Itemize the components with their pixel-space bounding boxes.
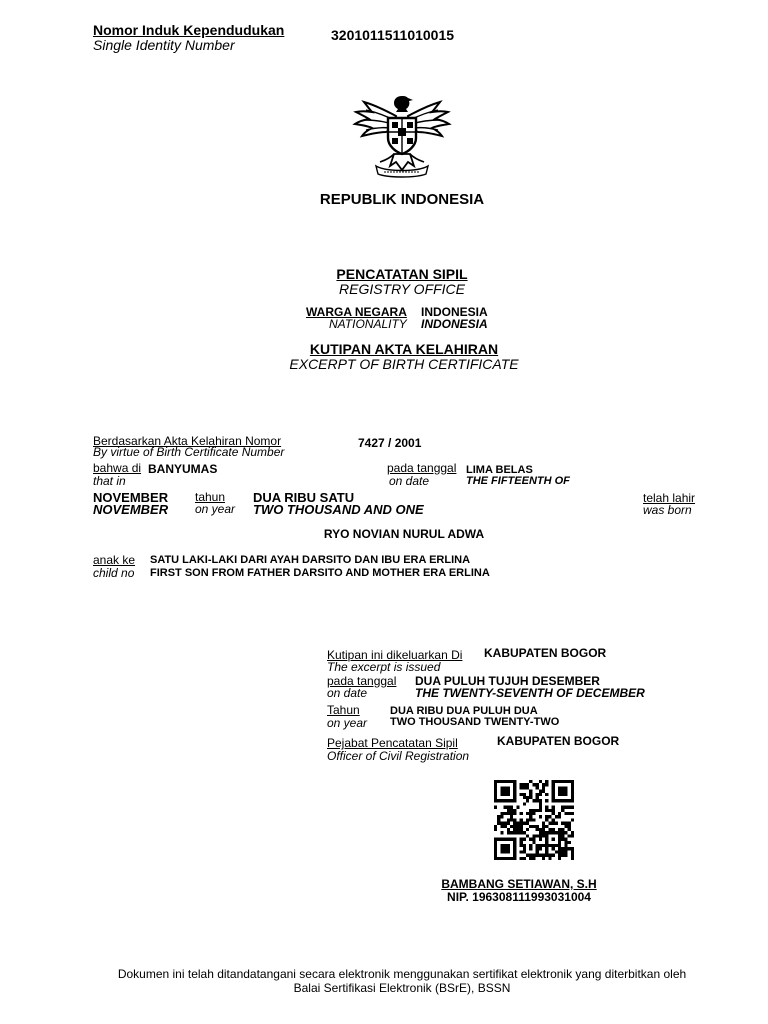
birth-year-value-en: TWO THOUSAND AND ONE xyxy=(253,502,424,517)
cert-no-label-en: By virtue of Birth Certificate Number xyxy=(93,445,285,459)
birth-date-label: pada tanggal xyxy=(387,461,457,475)
issue-year-label: Tahun xyxy=(327,703,360,717)
born-label: telah lahir xyxy=(643,491,696,505)
issued-at-value: KABUPATEN BOGOR xyxy=(484,646,607,660)
office-label: PENCATATAN SIPIL xyxy=(336,266,468,282)
place-label: bahwa di xyxy=(93,461,142,475)
birth-month-value-en: NOVEMBER xyxy=(93,502,169,517)
officer-label: Pejabat Pencatatan Sipil xyxy=(327,736,458,750)
signer-nip: NIP. 196308111993031004 xyxy=(447,890,591,904)
office-label-en: REGISTRY OFFICE xyxy=(338,281,466,297)
birth-date-label-en: on date xyxy=(389,474,430,488)
issue-date-value: DUA PULUH TUJUH DESEMBER xyxy=(415,674,600,688)
issue-date-label-en: on date xyxy=(327,686,368,700)
child-no-value: SATU LAKI-LAKI DARI AYAH DARSITO DAN IBU ERA ERLINA xyxy=(150,554,471,566)
issue-year-value-en: TWO THOUSAND TWENTY-TWO xyxy=(390,716,560,728)
birth-date-value-en: THE FIFTEENTH OF xyxy=(466,475,570,487)
certificate-title-en: EXCERPT OF BIRTH CERTIFICATE xyxy=(289,356,519,372)
born-label-en: was born xyxy=(643,503,692,517)
signer-name: BAMBANG SETIAWAN, S.H xyxy=(441,877,597,891)
republic-title: REPUBLIK INDONESIA xyxy=(319,191,485,208)
nik-label: Nomor Induk Kependudukan xyxy=(93,22,285,38)
qr-code-icon xyxy=(494,780,574,860)
issue-date-label: pada tanggal xyxy=(327,674,397,688)
child-no-label-en: child no xyxy=(93,566,135,580)
cert-no-label: Berdasarkan Akta Kelahiran Nomor xyxy=(93,434,282,448)
child-no-label: anak ke xyxy=(93,553,136,567)
issue-year-value: DUA RIBU DUA PULUH DUA xyxy=(390,705,538,717)
officer-label-en: Officer of Civil Registration xyxy=(327,749,470,763)
child-no-value-en: FIRST SON FROM FATHER DARSITO AND MOTHER ERA ERLINA xyxy=(150,567,490,579)
cert-no-value: 7427 / 2001 xyxy=(358,436,422,450)
footer-line-1: Dokumen ini telah ditandatangani secara elektronik menggunakan sertifikat elektronik yang diterbitkan oleh xyxy=(117,967,687,981)
officer-value: KABUPATEN BOGOR xyxy=(497,734,620,748)
nationality-value-en: INDONESIA xyxy=(421,317,488,331)
nik-value: 3201011511010015 xyxy=(331,27,455,43)
place-label-en: that in xyxy=(93,474,126,488)
garuda-emblem-icon xyxy=(350,92,454,182)
nationality-value: INDONESIA xyxy=(421,305,488,319)
birth-date-value: LIMA BELAS xyxy=(466,464,533,476)
nationality-label-en: NATIONALITY xyxy=(329,317,407,331)
issued-at-label-en: The excerpt is issued xyxy=(327,660,441,674)
certificate-title: KUTIPAN AKTA KELAHIRAN xyxy=(309,341,499,357)
issue-date-value-en: THE TWENTY-SEVENTH OF DECEMBER xyxy=(415,686,645,700)
nik-label-en: Single Identity Number xyxy=(93,37,235,53)
issued-at-label: Kutipan ini dikeluarkan Di xyxy=(327,648,463,662)
birth-year-label: tahun xyxy=(195,490,226,504)
footer-line-2: Balai Sertifikasi Elektronik (BSrE), BSSN xyxy=(293,981,511,995)
birth-year-label-en: on year xyxy=(195,502,236,516)
issue-year-label-en: on year xyxy=(327,716,368,730)
child-name: RYO NOVIAN NURUL ADWA xyxy=(323,527,485,541)
birth-year-value: DUA RIBU SATU xyxy=(253,490,355,505)
place-value: BANYUMAS xyxy=(148,462,218,476)
nationality-label: WARGA NEGARA xyxy=(306,305,407,319)
birth-month-value: NOVEMBER xyxy=(93,490,169,505)
